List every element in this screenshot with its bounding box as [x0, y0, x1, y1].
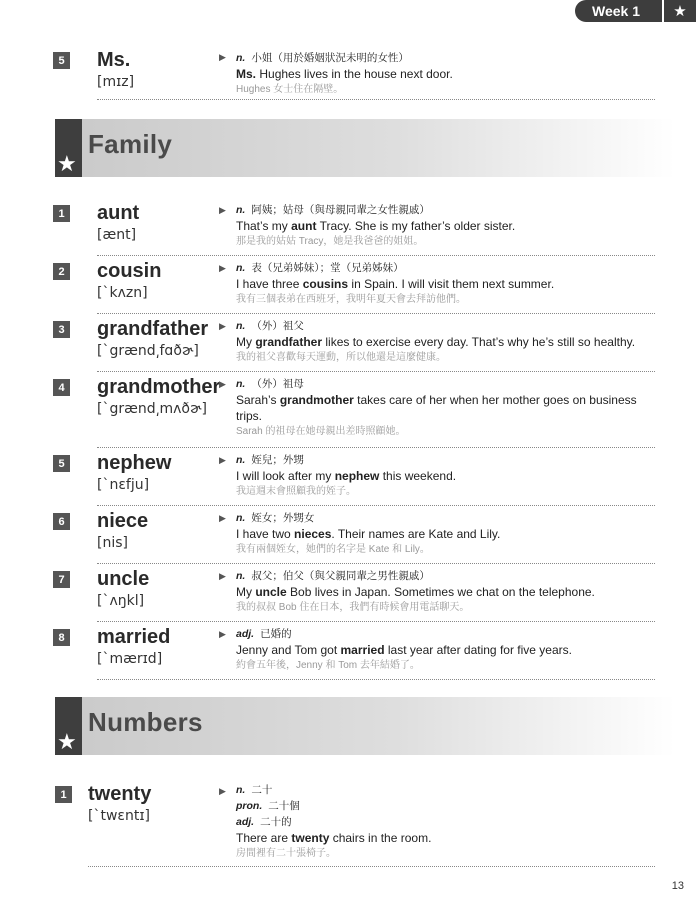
part-of-speech: n. — [236, 454, 246, 466]
example-sentence: Jenny and Tom got married last year after dating for five years. — [236, 643, 572, 657]
entry-number: 7 — [53, 571, 70, 588]
entry-divider — [97, 563, 655, 564]
chinese-definition: （外）祖父 — [251, 320, 304, 332]
entry-word: aunt — [97, 202, 140, 224]
pointer-arrow-icon: ▶ — [219, 629, 226, 639]
part-of-speech: n. — [236, 570, 246, 582]
section-header-family — [55, 119, 675, 177]
example-sentence: That’s my aunt Tracy. She is my father’s older sister. — [236, 219, 516, 233]
entry-ipa: [ˋgrænd͵mʌðɚ] — [97, 401, 207, 417]
entry-word: niece — [97, 510, 149, 532]
sense-line — [236, 50, 656, 66]
highlighted-word: uncle — [255, 585, 287, 599]
week-tab — [575, 0, 696, 22]
part-of-speech: adj. — [236, 628, 255, 640]
entry-word: cousin — [97, 260, 162, 282]
entry-ipa: [mɪz] — [97, 74, 135, 90]
entry-definitions — [236, 50, 656, 98]
entry-number: 8 — [53, 629, 70, 646]
highlighted-word: married — [340, 643, 385, 657]
entry-ipa: [ænt] — [97, 227, 137, 243]
chinese-definition: （外）祖母 — [251, 378, 304, 390]
sense-line — [236, 318, 656, 334]
sense-line — [236, 202, 656, 218]
page-number: 13 — [671, 880, 684, 892]
example-translation: 房間裡有二十張椅子。 — [236, 848, 336, 859]
entry-number: 2 — [53, 263, 70, 280]
entry-number: 6 — [53, 513, 70, 530]
example-sentence: Ms. Hughes lives in the house next door. — [236, 67, 453, 81]
entry-word: nephew — [97, 452, 172, 474]
chinese-definition: 表（兄弟姊妹）；堂（兄弟姊妹） — [251, 262, 404, 274]
highlighted-word: cousins — [302, 277, 349, 291]
highlighted-word: nieces — [294, 527, 332, 541]
entry-divider — [97, 99, 655, 100]
pointer-arrow-icon: ▶ — [219, 205, 226, 215]
example-translation: 我的祖父喜歡每天運動，所以他還是這麼健康。 — [236, 352, 446, 363]
entry-word: grandfather — [97, 318, 209, 340]
pointer-arrow-icon: ▶ — [219, 455, 226, 465]
entry-definitions — [236, 318, 656, 366]
pointer-arrow-icon: ▶ — [219, 571, 226, 581]
sense-line — [236, 568, 656, 584]
entry-divider — [97, 505, 655, 506]
week-label: Week 1 — [592, 3, 640, 19]
star-icon: ★ — [57, 729, 77, 754]
entry-definitions — [236, 202, 656, 250]
chinese-definition: 阿姨；姑母（與母親同輩之女性親戚） — [251, 204, 430, 216]
example-sentence: There are twenty chairs in the room. — [236, 831, 432, 845]
entry-word: uncle — [97, 568, 150, 590]
part-of-speech: n. — [236, 320, 246, 332]
entry-divider — [97, 371, 655, 372]
example-translation: Hughes 女士住在隔壁。 — [236, 84, 344, 95]
entry-definitions — [236, 376, 656, 440]
sense-line: adj. 二十的 — [236, 816, 292, 828]
part-of-speech: n. — [236, 52, 246, 64]
entry-number: 1 — [53, 205, 70, 222]
highlighted-word: nephew — [334, 469, 380, 483]
pointer-arrow-icon: ▶ — [219, 263, 226, 273]
entry-ipa: [nis] — [97, 535, 128, 551]
entry-ipa: [ˋtwɛntɪ] — [88, 808, 150, 824]
entry-divider — [97, 679, 655, 680]
example-sentence: I have three cousins in Spain. I will visit them next summer. — [236, 277, 555, 291]
entry-word: married — [97, 626, 171, 648]
entry-definitions — [236, 782, 656, 862]
entry-number: 5 — [53, 455, 70, 472]
pointer-arrow-icon: ▶ — [219, 513, 226, 523]
entry-number: 4 — [53, 379, 70, 396]
example-sentence: My uncle Bob lives in Japan. Sometimes we chat on the telephone. — [236, 585, 595, 599]
entry-number: 5 — [53, 52, 70, 69]
highlighted-word: grandmother — [279, 393, 354, 407]
entry-number: 3 — [53, 321, 70, 338]
example-translation: 那是我的姑姑 Tracy，她是我爸爸的姐姐。 — [236, 236, 424, 247]
example-sentence: I have two nieces. Their names are Kate and Lily. — [236, 527, 501, 541]
highlighted-word: grandfather — [255, 335, 323, 349]
entry-word: grandmother — [97, 376, 221, 398]
chinese-definition: 叔父；伯父（與父親同輩之男性親戚） — [251, 570, 430, 582]
entry-divider — [97, 255, 655, 256]
example-translation: 我這週末會照顧我的姪子。 — [236, 486, 356, 497]
example-translation: 約會五年後，Jenny 和 Tom 去年結婚了。 — [236, 660, 420, 671]
part-of-speech: n. — [236, 262, 246, 274]
chinese-definition: 姪女；外甥女 — [251, 512, 315, 524]
section-header-numbers — [55, 697, 675, 755]
entry-divider — [88, 866, 655, 867]
example-sentence: Sarah’s grandmother takes care of her when her mother goes on business trips. — [236, 393, 637, 423]
star-icon: ★ — [673, 3, 687, 20]
sense-line — [236, 260, 656, 276]
entry-definitions — [236, 568, 656, 616]
entry-ipa: [ˋʌŋkl] — [97, 593, 145, 609]
highlighted-word: Ms. — [236, 67, 257, 81]
entry-divider — [97, 621, 655, 622]
entry-definitions — [236, 510, 656, 558]
chinese-definition: 已婚的 — [260, 628, 292, 640]
part-of-speech: n. — [236, 512, 246, 524]
entry-divider — [97, 447, 655, 448]
entry-ipa: [ˋnɛfju] — [97, 477, 150, 493]
pointer-arrow-icon: ▶ — [219, 379, 226, 389]
example-translation: Sarah 的祖母在她母親出差時照顧她。 — [236, 426, 406, 437]
chinese-definition: 姪兒；外甥 — [251, 454, 304, 466]
pointer-arrow-icon: ▶ — [219, 52, 226, 62]
sense-line — [236, 452, 656, 468]
pointer-arrow-icon: ▶ — [219, 786, 226, 796]
example-sentence: My grandfather likes to exercise every day. That’s why he’s still so healthy. — [236, 335, 636, 349]
sense-line: pron. 二十個 — [236, 800, 300, 812]
chinese-definition: 小姐（用於婚姻狀況未明的女性） — [251, 52, 409, 64]
pointer-arrow-icon: ▶ — [219, 321, 226, 331]
section-title: Family — [88, 129, 173, 159]
sense-line: n. 二十 — [236, 784, 273, 796]
example-translation: 我的叔叔 Bob 住在日本，我們有時候會用電話聊天。 — [236, 602, 470, 613]
example-translation: 我有兩個姪女，她們的名字是 Kate 和 Lily。 — [236, 544, 430, 555]
sense-line — [236, 376, 656, 392]
entry-ipa: [ˋmærɪd] — [97, 651, 163, 667]
entry-definitions — [236, 260, 656, 308]
example-sentence: I will look after my nephew this weekend. — [236, 469, 457, 483]
example-translation: 我有三個表弟在西班牙，我明年夏天會去拜訪他們。 — [236, 294, 466, 305]
entry-ipa: [ˋgrænd͵fɑðɚ] — [97, 343, 199, 359]
entry-word: twenty — [88, 783, 152, 805]
entry-number: 1 — [55, 786, 72, 803]
sense-line — [236, 510, 656, 526]
entry-ipa: [ˋkʌzn] — [97, 285, 148, 301]
part-of-speech: n. — [236, 204, 246, 216]
highlighted-word: aunt — [291, 219, 317, 233]
entry-word: Ms. — [97, 49, 131, 71]
entry-definitions — [236, 626, 656, 674]
entry-definitions — [236, 452, 656, 500]
part-of-speech: n. — [236, 378, 246, 390]
highlighted-word: twenty — [291, 831, 330, 845]
entry-divider — [97, 313, 655, 314]
section-title: Numbers — [88, 707, 203, 737]
sense-line — [236, 626, 656, 642]
star-icon: ★ — [57, 151, 77, 176]
